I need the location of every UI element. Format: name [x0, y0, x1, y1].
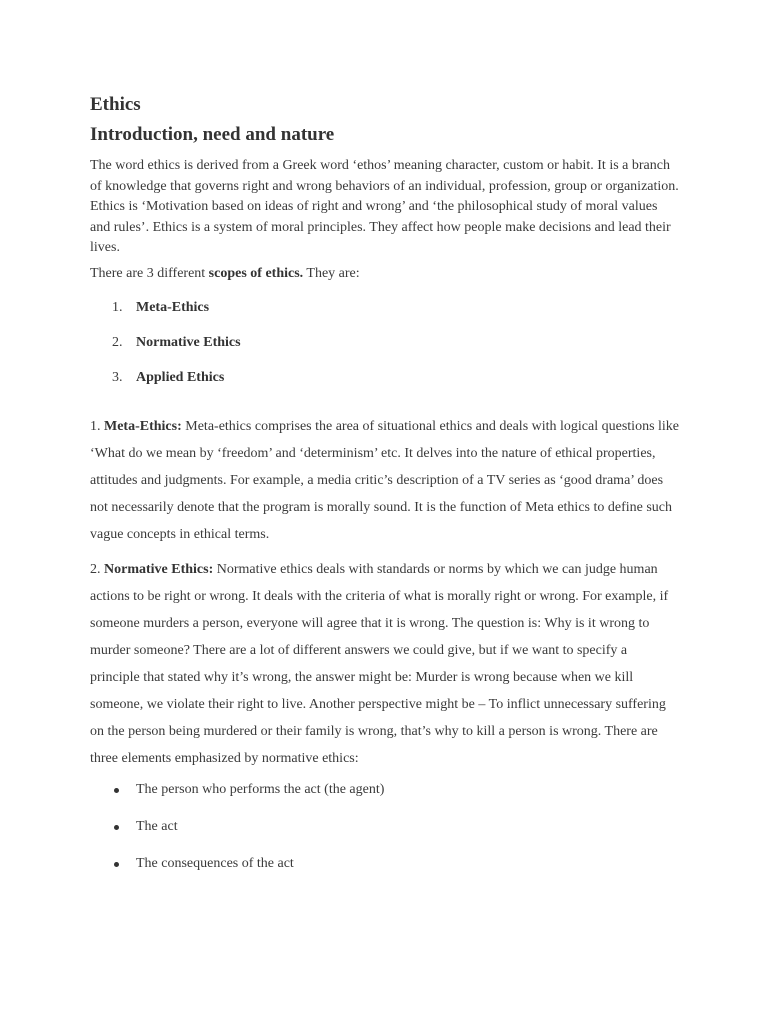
section-number: 2. [90, 561, 104, 577]
list-number: 1. [112, 299, 123, 315]
list-label: The act [136, 818, 178, 834]
section-heading: Meta-Ethics: [104, 418, 182, 434]
scopes-intro-line [90, 264, 680, 284]
list-item [90, 298, 680, 333]
list-number: 3. [112, 369, 123, 385]
scopes-prefix: There are 3 different [90, 265, 209, 281]
list-label: Normative Ethics [136, 334, 241, 350]
list-item [90, 817, 680, 854]
document-page [90, 92, 680, 891]
intro-paragraph: The word ethics is derived from a Greek word ‘ethos’ meaning character, custom or habit. It is a branch of knowledge that governs right and wrong behaviors of an individual, profession, group or organization. Ethics is ‘Motivation based on ideas of right and wrong’ and ‘the philosophical study of moral values and rules’. Ethics is a system of moral principles. They affect how people make decisions and lead their lives. [90, 158, 679, 255]
list-item [90, 854, 680, 891]
bullet-icon [114, 825, 119, 830]
scopes-suffix: They are: [303, 265, 360, 281]
list-label: Meta-Ethics [136, 299, 210, 315]
bullet-icon [114, 862, 119, 867]
normative-ethics-paragraph [90, 556, 680, 772]
list-label: The person who performs the act (the agent) [136, 781, 385, 797]
list-number: 2. [112, 334, 123, 350]
document-subtitle: Introduction, need and nature [90, 124, 335, 145]
section-heading: Normative Ethics: [104, 561, 214, 577]
scopes-bold-text: scopes of ethics. [208, 265, 304, 281]
normative-elements-list [90, 780, 680, 891]
list-item [90, 333, 680, 368]
section-number: 1. [90, 418, 104, 434]
list-item [90, 368, 680, 403]
bullet-icon [114, 788, 119, 793]
scopes-list [90, 298, 680, 403]
document-title: Ethics [90, 94, 141, 115]
list-item [90, 780, 680, 817]
list-label: The consequences of the act [136, 855, 294, 871]
meta-ethics-paragraph [90, 413, 680, 548]
section-body: Meta-ethics comprises the area of situational ethics and deals with logical questions like ‘What do we mean by ‘freedom’ and ‘determinism’ etc. It delves into the nature of ethical properties, attitudes and judgments. For example, a media critic’s description of a TV series as ‘good drama’ does not necessarily denote that the program is morally sound. It is the function of Meta ethics to define such vague concepts in ethical terms. [90, 418, 680, 542]
list-label: Applied Ethics [136, 369, 225, 385]
section-body: Normative ethics deals with standards or norms by which we can judge human actions to be right or wrong. It deals with the criteria of what is morally right or wrong. For example, if someone murders a person, everyone will agree that it is wrong. The question is: Why is it wrong to murder someone? There are a lot of different answers we could give, but if we want to specify a principle that stated why it’s wrong, the answer might be: Murder is wrong because when we kill someone, we violate their right to live. Another perspective might be – To inflict unnecessary suffering on the person being murdered or their family is wrong, that’s why to kill a person is wrong. There are three elements emphasized by normative ethics: [90, 561, 669, 766]
